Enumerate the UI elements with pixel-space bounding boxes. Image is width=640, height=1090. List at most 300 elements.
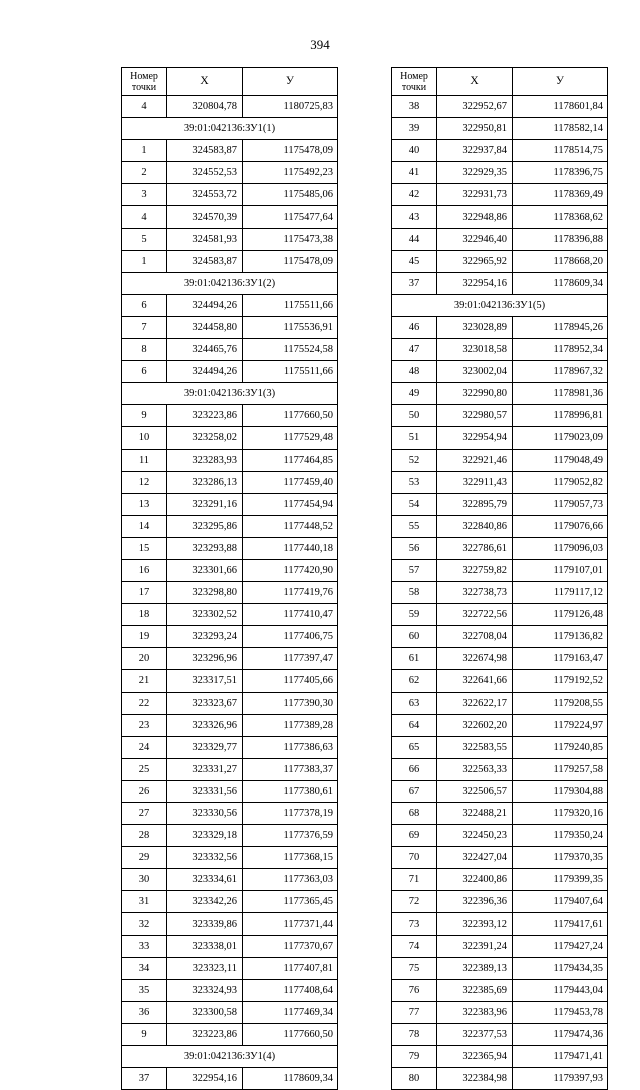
point-number-cell: 53	[392, 471, 437, 493]
x-coordinate-cell: 322602,20	[437, 714, 513, 736]
table-row	[392, 935, 608, 957]
column-header-point-number	[392, 68, 437, 96]
y-coordinate-cell: 1177397,47	[243, 648, 338, 670]
point-number-cell: 24	[122, 736, 167, 758]
y-coordinate-cell: 1177383,37	[243, 758, 338, 780]
point-number-cell: 36	[122, 1001, 167, 1023]
table-row	[122, 228, 338, 250]
point-number-cell: 49	[392, 383, 437, 405]
y-coordinate-cell: 1177408,64	[243, 979, 338, 1001]
table-row	[392, 383, 608, 405]
x-coordinate-cell: 322583,55	[437, 736, 513, 758]
table-row	[122, 979, 338, 1001]
table-row	[122, 803, 338, 825]
x-coordinate-cell: 322506,57	[437, 780, 513, 802]
table-row	[122, 935, 338, 957]
y-coordinate-cell: 1177454,94	[243, 493, 338, 515]
table-row	[392, 1046, 608, 1068]
y-coordinate-cell: 1177419,76	[243, 582, 338, 604]
table-row	[392, 471, 608, 493]
x-coordinate-cell: 323298,80	[167, 582, 243, 604]
table-row	[392, 670, 608, 692]
y-coordinate-cell: 1177378,19	[243, 803, 338, 825]
table-row	[122, 206, 338, 228]
section-row	[122, 272, 338, 294]
table-body-right	[392, 96, 608, 1090]
point-number-cell: 50	[392, 405, 437, 427]
point-number-cell: 4	[122, 206, 167, 228]
y-coordinate-cell: 1175477,64	[243, 206, 338, 228]
y-coordinate-cell: 1178967,32	[513, 361, 608, 383]
x-coordinate-cell: 323301,66	[167, 559, 243, 581]
x-coordinate-cell: 322488,21	[437, 803, 513, 825]
table-row	[122, 405, 338, 427]
table-row	[392, 604, 608, 626]
x-coordinate-cell: 322952,67	[437, 96, 513, 118]
table-row	[122, 250, 338, 272]
y-coordinate-cell: 1179057,73	[513, 493, 608, 515]
table-row	[122, 692, 338, 714]
y-coordinate-cell: 1179126,48	[513, 604, 608, 626]
point-number-cell: 6	[122, 361, 167, 383]
y-coordinate-cell: 1178609,34	[513, 272, 608, 294]
x-coordinate-cell: 322990,80	[437, 383, 513, 405]
x-coordinate-cell: 322786,61	[437, 537, 513, 559]
table-row	[392, 803, 608, 825]
y-coordinate-cell: 1175492,23	[243, 162, 338, 184]
point-number-cell: 13	[122, 493, 167, 515]
x-coordinate-cell: 323300,58	[167, 1001, 243, 1023]
point-number-cell: 1	[122, 140, 167, 162]
point-number-cell: 41	[392, 162, 437, 184]
x-coordinate-cell: 323286,13	[167, 471, 243, 493]
table-row	[392, 582, 608, 604]
y-coordinate-cell: 1175511,66	[243, 361, 338, 383]
y-coordinate-cell: 1175511,66	[243, 294, 338, 316]
x-coordinate-cell: 322400,86	[437, 869, 513, 891]
y-coordinate-cell: 1177529,48	[243, 427, 338, 449]
point-number-cell: 67	[392, 780, 437, 802]
x-coordinate-cell: 323223,86	[167, 1023, 243, 1045]
point-number-cell: 14	[122, 515, 167, 537]
y-coordinate-cell: 1175536,91	[243, 316, 338, 338]
y-coordinate-cell: 1175478,09	[243, 140, 338, 162]
point-number-cell: 76	[392, 979, 437, 1001]
x-coordinate-cell: 322427,04	[437, 847, 513, 869]
x-coordinate-cell: 322385,69	[437, 979, 513, 1001]
x-coordinate-cell: 323329,77	[167, 736, 243, 758]
table-row	[122, 648, 338, 670]
table-row	[392, 427, 608, 449]
point-number-cell: 75	[392, 957, 437, 979]
point-number-cell: 77	[392, 1001, 437, 1023]
y-coordinate-cell: 1179397,93	[513, 1068, 608, 1090]
column-header-x: X	[437, 68, 513, 96]
y-coordinate-cell: 1177660,50	[243, 405, 338, 427]
table-row	[392, 206, 608, 228]
y-coordinate-cell: 1177386,63	[243, 736, 338, 758]
x-coordinate-cell: 322389,13	[437, 957, 513, 979]
point-number-cell: 56	[392, 537, 437, 559]
point-number-cell: 3	[122, 184, 167, 206]
point-number-cell: 71	[392, 869, 437, 891]
x-coordinate-cell: 323338,01	[167, 935, 243, 957]
table-row	[122, 1068, 338, 1090]
x-coordinate-cell: 324465,76	[167, 339, 243, 361]
table-row	[392, 162, 608, 184]
table-row	[392, 559, 608, 581]
x-coordinate-cell: 322929,35	[437, 162, 513, 184]
x-coordinate-cell: 322365,94	[437, 1046, 513, 1068]
y-coordinate-cell: 1178945,26	[513, 316, 608, 338]
y-coordinate-cell: 1177405,66	[243, 670, 338, 692]
x-coordinate-cell: 322722,56	[437, 604, 513, 626]
y-coordinate-cell: 1179076,66	[513, 515, 608, 537]
x-coordinate-cell: 322840,86	[437, 515, 513, 537]
y-coordinate-cell: 1179052,82	[513, 471, 608, 493]
x-coordinate-cell: 323334,61	[167, 869, 243, 891]
land-plot-section-label: 39:01:042136:ЗУ1(1)	[122, 118, 338, 140]
y-coordinate-cell: 1177407,81	[243, 957, 338, 979]
y-coordinate-cell: 1179136,82	[513, 626, 608, 648]
point-number-cell: 17	[122, 582, 167, 604]
section-row	[122, 1046, 338, 1068]
x-coordinate-cell: 323293,88	[167, 537, 243, 559]
point-number-cell: 19	[122, 626, 167, 648]
table-row	[392, 648, 608, 670]
y-coordinate-cell: 1175478,09	[243, 250, 338, 272]
y-coordinate-cell: 1178668,20	[513, 250, 608, 272]
x-coordinate-cell: 322674,98	[437, 648, 513, 670]
x-coordinate-cell: 323339,86	[167, 913, 243, 935]
point-number-cell: 5	[122, 228, 167, 250]
x-coordinate-cell: 322931,73	[437, 184, 513, 206]
y-coordinate-cell: 1177459,40	[243, 471, 338, 493]
y-coordinate-cell: 1179350,24	[513, 825, 608, 847]
point-number-cell: 58	[392, 582, 437, 604]
point-number-cell: 54	[392, 493, 437, 515]
y-coordinate-cell: 1179107,01	[513, 559, 608, 581]
x-coordinate-cell: 322563,33	[437, 758, 513, 780]
page-number: 394	[310, 37, 330, 52]
point-number-cell: 23	[122, 714, 167, 736]
table-row	[122, 184, 338, 206]
point-number-cell: 47	[392, 339, 437, 361]
table-row	[122, 162, 338, 184]
point-number-cell: 73	[392, 913, 437, 935]
table-row	[392, 869, 608, 891]
y-coordinate-cell: 1179117,12	[513, 582, 608, 604]
y-coordinate-cell: 1179208,55	[513, 692, 608, 714]
point-number-cell: 37	[392, 272, 437, 294]
table-row	[122, 604, 338, 626]
table-row	[392, 316, 608, 338]
point-number-cell: 45	[392, 250, 437, 272]
y-coordinate-cell: 1179192,52	[513, 670, 608, 692]
table-row	[392, 272, 608, 294]
y-coordinate-cell: 1177380,61	[243, 780, 338, 802]
y-coordinate-cell: 1179417,61	[513, 913, 608, 935]
table-row	[122, 449, 338, 471]
y-coordinate-cell: 1177410,47	[243, 604, 338, 626]
column-header-point-number	[122, 68, 167, 96]
y-coordinate-cell: 1179434,35	[513, 957, 608, 979]
point-number-cell: 39	[392, 118, 437, 140]
y-coordinate-cell: 1177370,67	[243, 935, 338, 957]
y-coordinate-cell: 1177371,44	[243, 913, 338, 935]
x-coordinate-cell: 322954,94	[437, 427, 513, 449]
x-coordinate-cell: 323291,16	[167, 493, 243, 515]
table-row	[392, 96, 608, 118]
table-row	[122, 582, 338, 604]
section-row	[392, 294, 608, 316]
x-coordinate-cell: 322641,66	[437, 670, 513, 692]
point-number-cell: 44	[392, 228, 437, 250]
point-number-cell: 29	[122, 847, 167, 869]
table-row	[122, 294, 338, 316]
x-coordinate-cell: 323342,26	[167, 891, 243, 913]
table-row	[392, 891, 608, 913]
land-plot-section-label: 39:01:042136:ЗУ1(3)	[122, 383, 338, 405]
x-coordinate-cell: 324570,39	[167, 206, 243, 228]
x-coordinate-cell: 320804,78	[167, 96, 243, 118]
y-coordinate-cell: 1177448,52	[243, 515, 338, 537]
y-coordinate-cell: 1180725,83	[243, 96, 338, 118]
table-row	[392, 184, 608, 206]
x-coordinate-cell: 323323,11	[167, 957, 243, 979]
point-number-cell: 72	[392, 891, 437, 913]
x-coordinate-cell: 324583,87	[167, 250, 243, 272]
x-coordinate-cell: 322450,23	[437, 825, 513, 847]
land-plot-section-label: 39:01:042136:ЗУ1(2)	[122, 272, 338, 294]
table-row	[392, 825, 608, 847]
x-coordinate-cell: 323331,27	[167, 758, 243, 780]
table-row	[122, 1001, 338, 1023]
point-number-cell: 80	[392, 1068, 437, 1090]
point-number-cell: 2	[122, 162, 167, 184]
y-coordinate-cell: 1179240,85	[513, 736, 608, 758]
y-coordinate-cell: 1177368,15	[243, 847, 338, 869]
y-coordinate-cell: 1179257,58	[513, 758, 608, 780]
coordinates-table-right	[391, 67, 608, 1090]
table-row	[122, 493, 338, 515]
table-body-left	[122, 96, 338, 1090]
table-row	[392, 847, 608, 869]
x-coordinate-cell: 324552,53	[167, 162, 243, 184]
x-coordinate-cell: 323331,56	[167, 780, 243, 802]
table-row	[122, 316, 338, 338]
column-header-y: У	[243, 68, 338, 96]
header-num-line2: точки	[131, 81, 157, 93]
x-coordinate-cell: 323296,96	[167, 648, 243, 670]
point-number-cell: 38	[392, 96, 437, 118]
y-coordinate-cell: 1178396,88	[513, 228, 608, 250]
point-number-cell: 68	[392, 803, 437, 825]
point-number-cell: 26	[122, 780, 167, 802]
point-number-cell: 11	[122, 449, 167, 471]
table-row	[392, 979, 608, 1001]
x-coordinate-cell: 322911,43	[437, 471, 513, 493]
point-number-cell: 25	[122, 758, 167, 780]
point-number-cell: 70	[392, 847, 437, 869]
y-coordinate-cell: 1179407,64	[513, 891, 608, 913]
table-row	[392, 1068, 608, 1090]
x-coordinate-cell: 323329,18	[167, 825, 243, 847]
x-coordinate-cell: 322377,53	[437, 1023, 513, 1045]
table-row	[122, 626, 338, 648]
point-number-cell: 27	[122, 803, 167, 825]
table-row	[122, 537, 338, 559]
table-row	[122, 825, 338, 847]
point-number-cell: 66	[392, 758, 437, 780]
table-row	[122, 758, 338, 780]
x-coordinate-cell: 322393,12	[437, 913, 513, 935]
y-coordinate-cell: 1178609,34	[243, 1068, 338, 1090]
header-num-line1: Номер	[130, 70, 158, 82]
x-coordinate-cell: 322396,36	[437, 891, 513, 913]
y-coordinate-cell: 1179304,88	[513, 780, 608, 802]
table-row	[392, 1023, 608, 1045]
y-coordinate-cell: 1177365,45	[243, 891, 338, 913]
table-row	[392, 626, 608, 648]
y-coordinate-cell: 1175524,58	[243, 339, 338, 361]
table-row	[392, 405, 608, 427]
y-coordinate-cell: 1178952,34	[513, 339, 608, 361]
y-coordinate-cell: 1179163,47	[513, 648, 608, 670]
x-coordinate-cell: 322980,57	[437, 405, 513, 427]
point-number-cell: 12	[122, 471, 167, 493]
point-number-cell: 46	[392, 316, 437, 338]
table-row	[392, 118, 608, 140]
table-row	[122, 869, 338, 891]
y-coordinate-cell: 1177440,18	[243, 537, 338, 559]
y-coordinate-cell: 1179471,41	[513, 1046, 608, 1068]
y-coordinate-cell: 1178601,84	[513, 96, 608, 118]
point-number-cell: 15	[122, 537, 167, 559]
y-coordinate-cell: 1179399,35	[513, 869, 608, 891]
table-row	[122, 1023, 338, 1045]
x-coordinate-cell: 323295,86	[167, 515, 243, 537]
point-number-cell: 4	[122, 96, 167, 118]
land-plot-section-label: 39:01:042136:ЗУ1(4)	[122, 1046, 338, 1068]
point-number-cell: 37	[122, 1068, 167, 1090]
header-num-line1: Номер	[400, 70, 428, 82]
y-coordinate-cell: 1178981,36	[513, 383, 608, 405]
header-num-line2: точки	[401, 81, 427, 93]
x-coordinate-cell: 324494,26	[167, 294, 243, 316]
point-number-cell: 28	[122, 825, 167, 847]
x-coordinate-cell: 324581,93	[167, 228, 243, 250]
y-coordinate-cell: 1178369,49	[513, 184, 608, 206]
land-plot-section-label: 39:01:042136:ЗУ1(5)	[392, 294, 608, 316]
table-row	[122, 361, 338, 383]
point-number-cell: 1	[122, 250, 167, 272]
x-coordinate-cell: 322954,16	[167, 1068, 243, 1090]
x-coordinate-cell: 324494,26	[167, 361, 243, 383]
point-number-cell: 64	[392, 714, 437, 736]
point-number-cell: 52	[392, 449, 437, 471]
table-row	[122, 427, 338, 449]
x-coordinate-cell: 323028,89	[437, 316, 513, 338]
x-coordinate-cell: 323018,58	[437, 339, 513, 361]
x-coordinate-cell: 322383,96	[437, 1001, 513, 1023]
y-coordinate-cell: 1178368,62	[513, 206, 608, 228]
y-coordinate-cell: 1179320,16	[513, 803, 608, 825]
point-number-cell: 63	[392, 692, 437, 714]
x-coordinate-cell: 322946,40	[437, 228, 513, 250]
x-coordinate-cell: 323330,56	[167, 803, 243, 825]
table-row	[392, 736, 608, 758]
y-coordinate-cell: 1179453,78	[513, 1001, 608, 1023]
x-coordinate-cell: 322759,82	[437, 559, 513, 581]
y-coordinate-cell: 1178996,81	[513, 405, 608, 427]
y-coordinate-cell: 1177390,30	[243, 692, 338, 714]
point-number-cell: 21	[122, 670, 167, 692]
table-row	[122, 670, 338, 692]
point-number-cell: 48	[392, 361, 437, 383]
x-coordinate-cell: 323293,24	[167, 626, 243, 648]
y-coordinate-cell: 1177464,85	[243, 449, 338, 471]
table-row	[122, 471, 338, 493]
x-coordinate-cell: 322965,92	[437, 250, 513, 272]
point-number-cell: 60	[392, 626, 437, 648]
y-coordinate-cell: 1179443,04	[513, 979, 608, 1001]
x-coordinate-cell: 324458,80	[167, 316, 243, 338]
x-coordinate-cell: 323258,02	[167, 427, 243, 449]
table-row	[392, 250, 608, 272]
point-number-cell: 55	[392, 515, 437, 537]
table-row	[392, 537, 608, 559]
table-row	[122, 515, 338, 537]
x-coordinate-cell: 322622,17	[437, 692, 513, 714]
x-coordinate-cell: 322954,16	[437, 272, 513, 294]
x-coordinate-cell: 322708,04	[437, 626, 513, 648]
y-coordinate-cell: 1179224,97	[513, 714, 608, 736]
y-coordinate-cell: 1179370,35	[513, 847, 608, 869]
column-header-y: У	[513, 68, 608, 96]
table-row	[392, 339, 608, 361]
point-number-cell: 43	[392, 206, 437, 228]
table-row	[392, 228, 608, 250]
table-row	[392, 957, 608, 979]
x-coordinate-cell: 322738,73	[437, 582, 513, 604]
x-coordinate-cell: 322391,24	[437, 935, 513, 957]
y-coordinate-cell: 1178582,14	[513, 118, 608, 140]
table-row	[392, 692, 608, 714]
y-coordinate-cell: 1177469,34	[243, 1001, 338, 1023]
x-coordinate-cell: 323326,96	[167, 714, 243, 736]
point-number-cell: 20	[122, 648, 167, 670]
y-coordinate-cell: 1178396,75	[513, 162, 608, 184]
x-coordinate-cell: 323332,56	[167, 847, 243, 869]
point-number-cell: 31	[122, 891, 167, 913]
y-coordinate-cell: 1177406,75	[243, 626, 338, 648]
table-row	[392, 449, 608, 471]
x-coordinate-cell: 323302,52	[167, 604, 243, 626]
point-number-cell: 8	[122, 339, 167, 361]
table-row	[122, 140, 338, 162]
table-row	[122, 714, 338, 736]
y-coordinate-cell: 1177660,50	[243, 1023, 338, 1045]
point-number-cell: 78	[392, 1023, 437, 1045]
column-header-x: X	[167, 68, 243, 96]
x-coordinate-cell: 323324,93	[167, 979, 243, 1001]
x-coordinate-cell: 322950,81	[437, 118, 513, 140]
table-row	[392, 1001, 608, 1023]
point-number-cell: 7	[122, 316, 167, 338]
table-row	[392, 361, 608, 383]
y-coordinate-cell: 1177389,28	[243, 714, 338, 736]
